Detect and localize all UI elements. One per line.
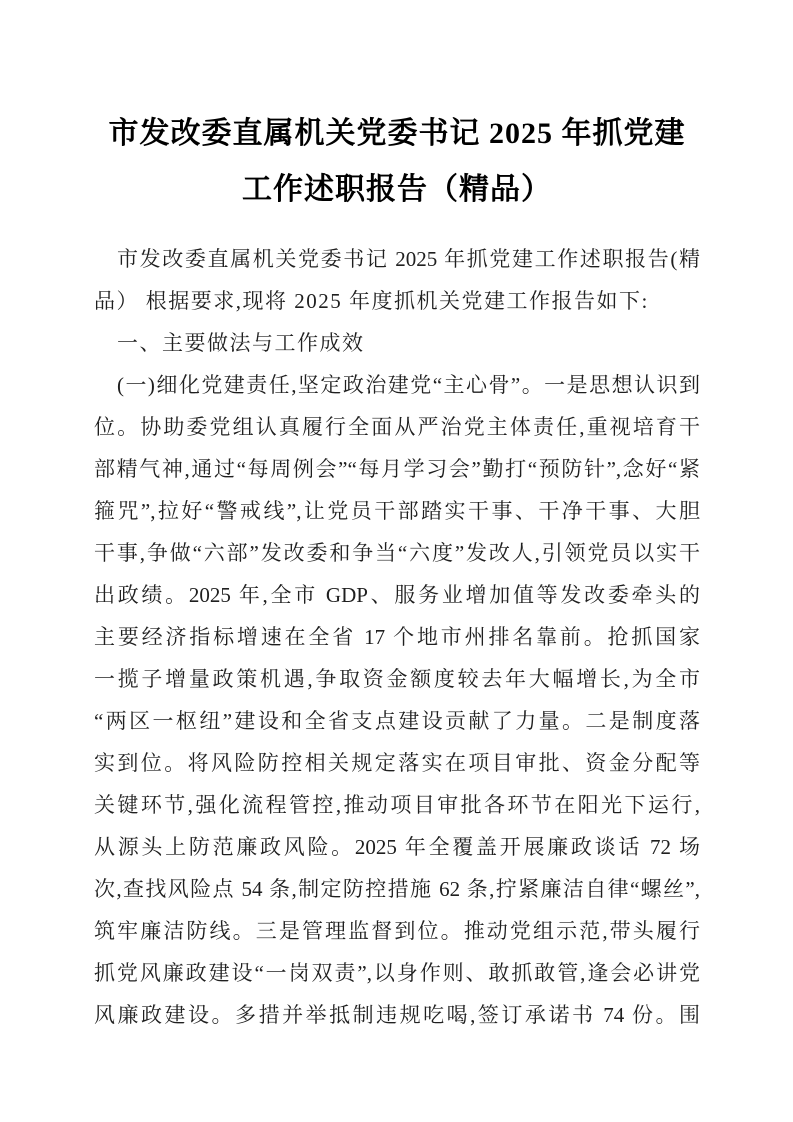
text-line: 次,查找风险点 54 条,制定防控措施 62 条,拧紧廉洁自律“螺丝”, <box>94 877 700 901</box>
document-title <box>94 106 700 218</box>
paragraph <box>94 238 700 322</box>
text-line: 关键环节,强化流程管控,推动项目审批各环节在阳光下运行, <box>94 793 700 817</box>
text-line: 一、主要做法与工作成效 <box>117 331 365 355</box>
text-line: 风廉政建设。多措并举抵制违规吃喝,签订承诺书 74 份。围 <box>94 1003 700 1027</box>
text-line: 位。协助委党组认真履行全面从严治党主体责任,重视培育干 <box>94 415 700 439</box>
text-line: (一)细化党建责任,坚定政治建党“主心骨”。一是思想认识到 <box>117 373 700 397</box>
document-body <box>94 238 700 1036</box>
title-line-2: 工作述职报告（精品） <box>242 173 552 206</box>
text-line: 抓党风廉政建设“一岗双责”,以身作则、敢抓敢管,逢会必讲党 <box>94 961 700 985</box>
paragraph <box>94 364 700 1036</box>
text-line: 干事,争做“六部”发改委和争当“六度”发改人,引领党员以实干 <box>94 541 700 565</box>
text-line: 部精气神,通过“每周例会”“每月学习会”勤打“预防针”,念好“紧 <box>94 457 700 481</box>
text-line: 实到位。将风险防控相关规定落实在项目审批、资金分配等 <box>94 751 700 775</box>
text-line: 市发改委直属机关党委书记 2025 年抓党建工作述职报告(精 <box>117 247 700 271</box>
text-line: 出政绩。2025 年,全市 GDP、服务业增加值等发改委牵头的 <box>94 583 700 607</box>
text-line: 一揽子增量政策机遇,争取资金额度较去年大幅增长,为全市 <box>94 667 700 691</box>
text-line: 箍咒”,拉好“警戒线”,让党员干部踏实干事、干净干事、大胆 <box>94 499 700 523</box>
title-line-1: 市发改委直属机关党委书记 2025 年抓党建 <box>108 117 686 150</box>
text-line: 筑牢廉洁防线。三是管理监督到位。推动党组示范,带头履行 <box>94 919 700 943</box>
text-line: 品） 根据要求,现将 2025 年度抓机关党建工作报告如下: <box>94 289 649 313</box>
text-line: 主要经济指标增速在全省 17 个地市州排名靠前。抢抓国家 <box>94 625 700 649</box>
text-line: “两区一枢纽”建设和全省支点建设贡献了力量。二是制度落 <box>94 709 700 733</box>
paragraph-section-heading <box>94 322 700 364</box>
text-line: 从源头上防范廉政风险。2025 年全覆盖开展廉政谈话 72 场 <box>94 835 700 859</box>
